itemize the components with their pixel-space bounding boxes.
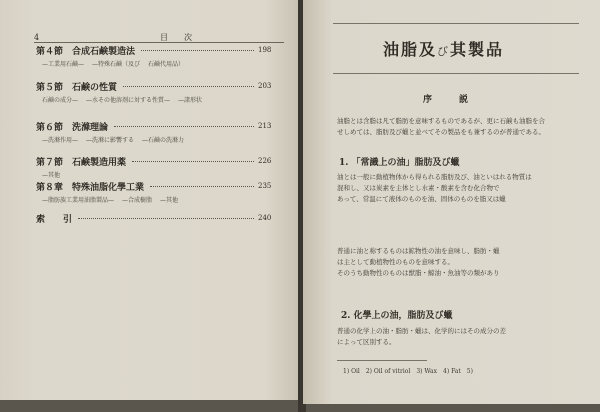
right-page <box>303 0 600 404</box>
toc-leader-dots <box>123 86 254 87</box>
toc-entry-page: 198 <box>258 46 272 54</box>
page-number: 4 <box>34 33 40 42</box>
title-frame-top <box>333 23 579 24</box>
toc-entry-title: 第４節 合成石鹸製造法 <box>36 47 136 57</box>
toc-leader-dots <box>78 218 254 219</box>
toc-entry-title: 第７節 石鹸製造用薬 <box>36 158 127 168</box>
toc-entry-page: 235 <box>258 182 272 190</box>
text-line: によって区別する。 <box>337 338 396 346</box>
text-line: あって、常温にて液体のものを油、固体のものを脂又は蠟 <box>337 195 506 203</box>
text-line: は主として動植物性のものを意味する。 <box>337 258 454 266</box>
toc-entry-title: 第８章 特殊油脂化學工業 <box>36 183 145 193</box>
toc-leader-dots <box>114 126 254 127</box>
preface-heading: 序 説 <box>423 95 472 105</box>
toc-entry-page: 226 <box>258 157 272 165</box>
footnote-rule <box>337 360 427 361</box>
text-line: 油とは一般に動植物体から得られる脂肪及び、油といはれる物質は <box>337 173 532 181</box>
title-frame-bottom <box>333 73 579 74</box>
text-line: 普通の化学上の油・脂肪・蠟は、化学的にはその成分の差 <box>337 327 506 335</box>
left-page <box>0 0 301 400</box>
toc-entry-page: 213 <box>258 122 272 130</box>
section-1-heading: 1. 「常識上の油」脂肪及び蠟 <box>339 158 460 168</box>
toc-entry-title: 索 引 <box>36 215 73 225</box>
toc-subentry: —諸形状 <box>178 97 203 104</box>
toc-subentry: 石鹸代用品） <box>148 61 185 68</box>
toc-subentry: —洗滌に影響する <box>86 137 135 144</box>
book-title: 油脂及び其製品 <box>383 40 505 59</box>
toc-subentry: —石鹸の洗滌力 <box>142 137 185 144</box>
toc-entry-page: 203 <box>258 82 272 90</box>
toc-leader-dots <box>132 161 254 162</box>
toc-subentry: —其他 <box>160 197 179 204</box>
section-2-heading: 2. 化學上の油，脂肪及び蠟 <box>341 311 453 321</box>
toc-entry-title: 第５節 石鹸の性質 <box>36 83 118 93</box>
text-line: 油脂とは含脂は凡て脂肪を意味するものであるが、更に石鹸も油脂を合 <box>337 117 545 125</box>
toc-subentry: 石鹸の成分— <box>42 97 79 104</box>
header-rule <box>34 42 284 43</box>
toc-subentry: —脂肪族工業用油脂製品— <box>42 197 115 204</box>
toc-leader-dots <box>141 50 254 51</box>
text-line: せしめては、脂肪及び蠟と並べてその製品をも兼するのが普通である。 <box>337 128 545 136</box>
toc-subentry: —特殊石鹸（及び <box>92 61 141 68</box>
toc-subentry: —水その他溶剤に対する性質— <box>86 97 171 104</box>
toc-entry-title: 第６節 洗滌理論 <box>36 123 109 133</box>
toc-subentry: —合成樹脂 <box>122 197 153 204</box>
toc-entry-page: 240 <box>258 214 272 222</box>
toc-header: 目 次 <box>160 33 196 42</box>
toc-leader-dots <box>150 186 254 187</box>
text-line: 混和し、又は炭素を主体とし水素・酸素を含む化合物で <box>337 184 500 192</box>
text-line: 普通に油と称するものは鉱物性の油を意味し、脂肪・蠟 <box>337 247 500 255</box>
toc-subentry: —工業用石鹸— <box>42 61 85 68</box>
toc-subentry: —洗滌作用— <box>42 137 79 144</box>
text-line: そのうち動物性のものは獣脂・鯨油・魚油等の類があり <box>337 269 500 277</box>
footnotes: 1) Oil 2) Oil of vitriol 3) Wax 4) Fat 5) <box>343 368 473 375</box>
toc-subentry: —其他 <box>42 172 61 179</box>
